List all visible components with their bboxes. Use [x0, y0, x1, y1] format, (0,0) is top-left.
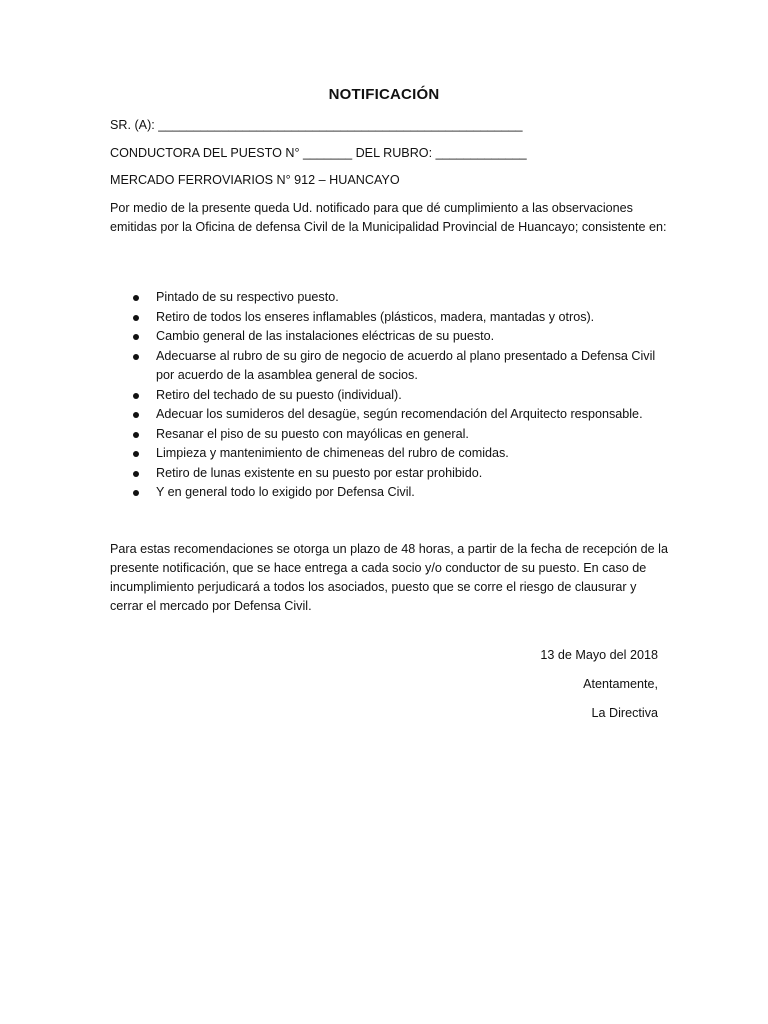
bullet-icon [133, 490, 139, 496]
recipient-line: SR. (A): ____________________________________________________ [110, 118, 523, 132]
list-item-text: Retiro de lunas existente en su puesto por estar prohibido. [156, 465, 483, 480]
bullet-icon [133, 393, 139, 399]
list-item [110, 347, 670, 386]
bullet-icon [133, 412, 139, 418]
list-item-text: Limpieza y mantenimiento de chimeneas del rubro de comidas. [156, 446, 509, 460]
list-item-text: Adecuarse al rubro de su giro de negocio de acuerdo al plano presentado a Defensa Civil por acuerdo de la asamblea general de socios. [156, 348, 656, 382]
list-item-text: Adecuar los sumideros del desagüe, según recomendación del Arquitecto responsable. [156, 407, 643, 421]
requirements-list [110, 288, 670, 503]
signature: La Directiva [591, 706, 658, 720]
bullet-icon [133, 471, 139, 477]
bullet-icon [133, 334, 139, 340]
list-item [110, 386, 670, 406]
bullet-icon [133, 432, 139, 438]
list-item-text: Y en general todo lo exigido por Defensa Civil. [156, 485, 415, 499]
document-title: NOTIFICACIÓN [328, 86, 440, 103]
list-item [110, 483, 670, 503]
intro-paragraph: Por medio de la presente queda Ud. notificado para que dé cumplimiento a las observaciones emitidas por la Oficina de defensa Civil de la Municipalidad Provincial de Huancayo; consistente en: [110, 201, 667, 234]
list-item-text: Cambio general de las instalaciones eléctricas de su puesto. [156, 329, 495, 343]
bullet-icon [133, 354, 139, 360]
list-item [110, 288, 670, 308]
list-item-text: Resanar el piso de su puesto con mayólicas en general. [156, 426, 469, 441]
stall-line: CONDUCTORA DEL PUESTO N° _______ DEL RUBRO: _____________ [110, 146, 527, 160]
market-line: MERCADO FERROVIARIOS N° 912 – HUANCAYO [110, 173, 400, 187]
list-item [110, 425, 670, 445]
list-item-text: Pintado de su respectivo puesto. [156, 290, 339, 304]
list-item [110, 308, 670, 328]
list-item [110, 464, 670, 484]
bullet-icon [133, 295, 139, 301]
bullet-icon [133, 451, 139, 457]
list-item-text: Retiro de todos los enseres inflamables (plásticos, madera, mantadas y otros). [156, 309, 595, 324]
list-item [110, 444, 670, 464]
document-date: 13 de Mayo del 2018 [540, 648, 658, 662]
list-item [110, 327, 670, 347]
list-item [110, 405, 670, 425]
bullet-icon [133, 315, 139, 321]
closing-paragraph: Para estas recomendaciones se otorga un plazo de 48 horas, a partir de la fecha de recepción de la presente notificación, que se hace entrega a cada socio y/o conductor de su puesto. En caso de incumplimiento perjudicará a todos los asociados, puesto que se corre el riesgo de clausurar y cerrar el mercado por Defensa Civil. [110, 542, 668, 613]
salutation: Atentamente, [583, 677, 658, 691]
list-item-text: Retiro del techado de su puesto (individual). [156, 387, 402, 402]
